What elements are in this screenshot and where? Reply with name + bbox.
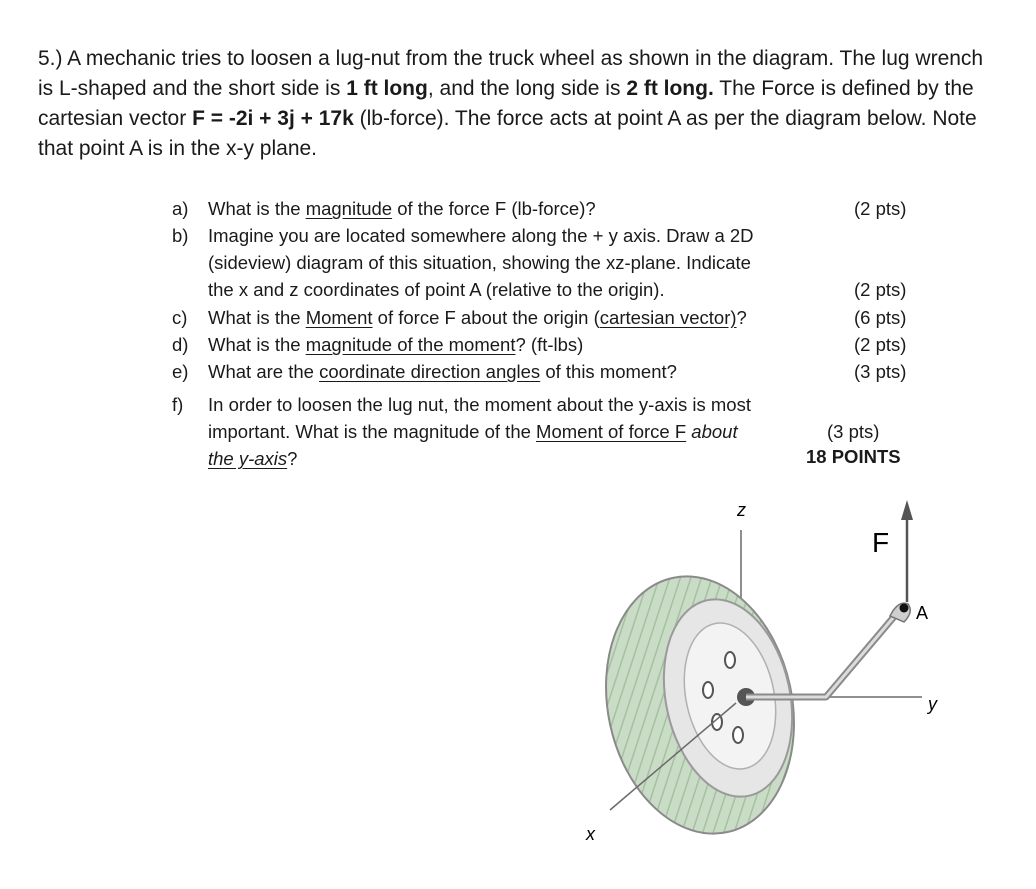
force-arrowhead	[901, 500, 913, 520]
long-side-length: 2 ft long.	[626, 77, 714, 100]
wheel-wrench-diagram	[560, 490, 960, 855]
point-a-label: A	[916, 603, 929, 623]
z-axis-label: z	[737, 500, 746, 520]
points-e: (3 pts)	[854, 361, 907, 382]
force-vector: F = -2i + 3j + 17k	[192, 107, 354, 130]
points-b: (2 pts)	[854, 279, 907, 300]
problem-intro: 5.) A mechanic tries to loosen a lug-nut from the truck wheel as shown in the diagram. The lug wrench is L-shaped and the short side is 1 ft long, and the long side is 2 ft long. The Force is defined by the cartesian vector F = -2i + 3j + 17k (lb-force). The force acts at point A as per the diagram below. Note that point A is in the x-y plane.	[38, 47, 984, 160]
x-axis-label: x	[586, 824, 595, 844]
short-side-length: 1 ft long	[346, 77, 428, 100]
points-d: (2 pts)	[854, 334, 907, 355]
y-axis-label: y	[928, 694, 937, 714]
points-c: (6 pts)	[854, 307, 907, 328]
force-label: F	[872, 527, 890, 558]
total-points: 18 POINTS	[806, 446, 901, 467]
point-a	[900, 604, 909, 613]
points-f: (3 pts)	[827, 421, 880, 442]
points-a: (2 pts)	[854, 198, 907, 219]
tire	[583, 559, 817, 852]
